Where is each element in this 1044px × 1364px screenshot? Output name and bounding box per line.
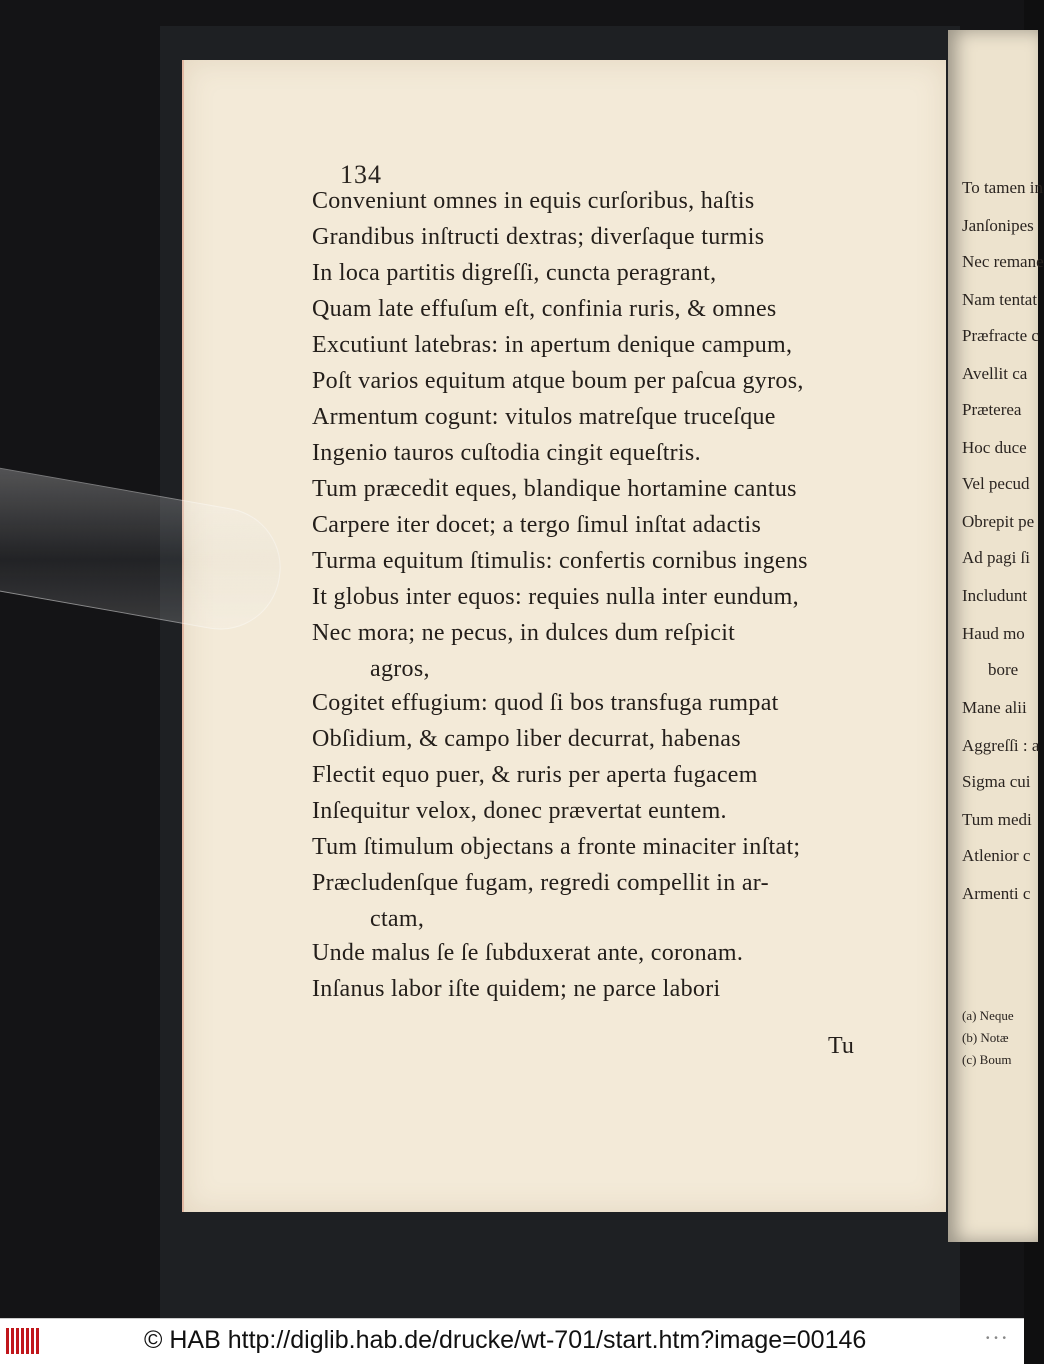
verse-line: Excutiunt latebras: in apertum denique campum, xyxy=(312,332,793,358)
verse-line: Nec mora; ne pecus, in dulces dum reſpicit xyxy=(312,620,736,646)
page-number: 134 xyxy=(340,160,382,189)
opposite-line: Vel pecud xyxy=(962,474,1030,493)
verse-line: Carpere iter docet; a tergo ſimul inſtat adactis xyxy=(312,512,762,538)
verse-line: Conveniunt omnes in equis curſoribus, haſtis xyxy=(312,188,755,214)
verse-line: Tum præcedit eques, blandique hortamine cantus xyxy=(312,476,797,502)
opposite-line: Nec remane xyxy=(962,252,1044,271)
verse-line: Grandibus inſtructi dextras; diverſaque turmis xyxy=(312,224,765,250)
hab-logo-icon xyxy=(6,1328,40,1354)
opposite-line: Obrepit pe xyxy=(962,512,1035,531)
opposite-line: Hoc duce xyxy=(962,438,1027,457)
opposite-line: To tamen in xyxy=(962,178,1043,197)
verse-line: Inſanus labor iſte quidem; ne parce labori xyxy=(312,976,721,1002)
verse-line: Cogitet effugium: quod ſi bos transfuga rumpat xyxy=(312,690,779,716)
verse-line: In loca partitis digreſſi, cuncta peragrant, xyxy=(312,260,717,286)
opposite-line: Aggreſſi : a xyxy=(962,736,1040,755)
dots-icon: • • • xyxy=(986,1333,1008,1344)
verse-line-continuation: ctam, xyxy=(370,906,425,932)
opposite-footnote: (a) Neque xyxy=(962,1008,1014,1023)
opposite-line: Sigma cui xyxy=(962,772,1031,791)
opposite-line: Includunt xyxy=(962,586,1028,605)
opposite-line: Armenti c xyxy=(962,884,1031,903)
opposite-line: Haud mo xyxy=(962,624,1025,643)
verse-line: Obſidium, & campo liber decurrat, habenas xyxy=(312,726,741,752)
verse-line: Præcludenſque fugam, regredi compellit in ar- xyxy=(312,870,769,896)
verse-line: Quam late effuſum eſt, confinia ruris, & omnes xyxy=(312,296,777,322)
opposite-line: Præterea xyxy=(962,400,1022,419)
opposite-line: Mane alii xyxy=(962,698,1027,717)
opposite-line: Nam tentat xyxy=(962,290,1038,309)
opposite-line: Ad pagi ſi xyxy=(962,548,1030,567)
opposite-footnote: (b) Notæ xyxy=(962,1030,1009,1045)
footer-bar xyxy=(0,1318,1024,1364)
opposite-footnote: (c) Boum xyxy=(962,1052,1012,1067)
opposite-page xyxy=(948,30,1044,1242)
catchword: Tu xyxy=(828,1033,854,1059)
opposite-line: bore xyxy=(988,660,1019,679)
opposite-line: Tum medi xyxy=(962,810,1032,829)
verse-line: Poſt varios equitum atque boum per paſcua gyros, xyxy=(312,368,804,394)
verse-line: Turma equitum ſtimulis: confertis cornibus ingens xyxy=(312,548,808,574)
verse-line: Unde malus ſe ſe ſubduxerat ante, coronam. xyxy=(312,940,744,966)
verse-line: Ingenio tauros cuſtodia cingit equeſtris. xyxy=(312,440,701,466)
opposite-line: Præfracte c xyxy=(962,326,1039,345)
verse-line: Inſequitur velox, donec prævertat euntem. xyxy=(312,798,727,824)
copyright-url-text: © HAB http://diglib.hab.de/drucke/wt-701/start.htm?image=00146 xyxy=(144,1326,867,1354)
verse-line: Flectit equo puer, & ruris per aperta fugacem xyxy=(312,762,758,788)
verse-line: Armentum cogunt: vitulos matreſque truceſque xyxy=(312,404,776,430)
verse-line-continuation: agros, xyxy=(370,656,430,682)
verse-line: Tum ſtimulum objectans a fronte minaciter inſtat; xyxy=(312,834,801,860)
page-edge xyxy=(182,60,184,1212)
opposite-line: Atlenior c xyxy=(962,846,1031,865)
verse-line: It globus inter equos: requies nulla inter eundum, xyxy=(312,584,799,610)
opposite-line: Avellit ca xyxy=(962,364,1028,383)
opposite-line: Janſonipes xyxy=(962,216,1034,235)
